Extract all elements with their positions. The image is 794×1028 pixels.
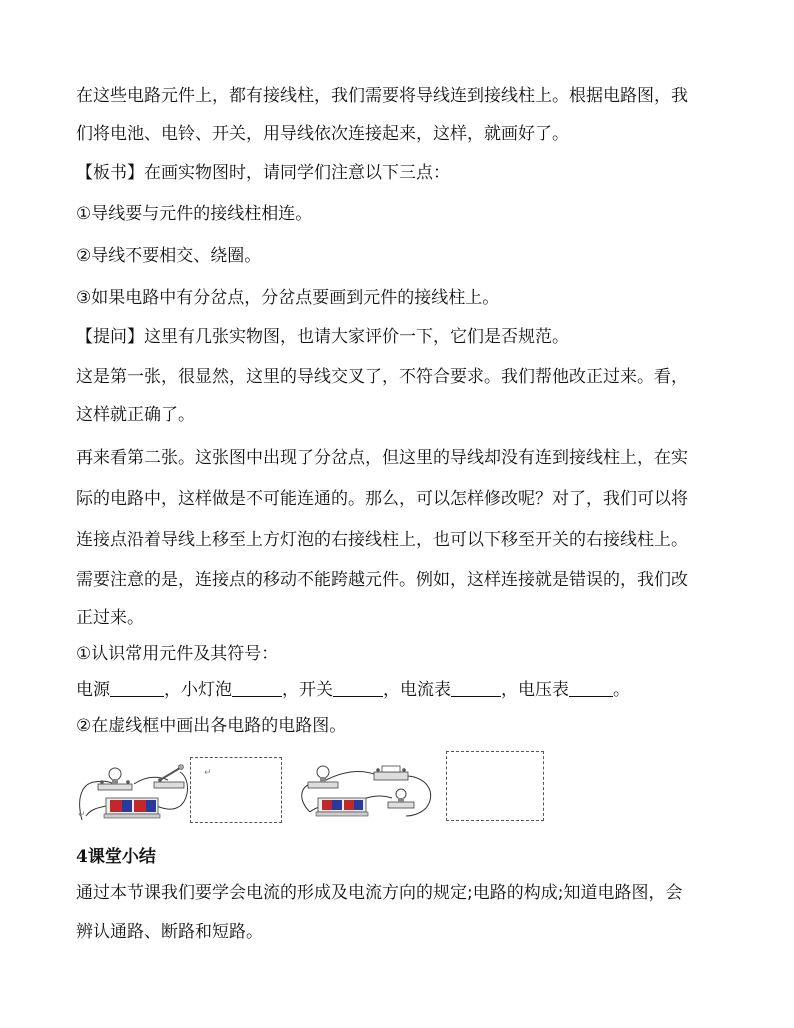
blank-bulb[interactable] xyxy=(232,678,282,697)
board-note-heading: 【板书】在画实物图时，请同学们注意以下三点： xyxy=(76,163,450,183)
blank-voltmeter[interactable] xyxy=(569,678,613,697)
line-end: 。 xyxy=(613,680,630,700)
blank-power[interactable] xyxy=(110,678,164,697)
answer-box-1[interactable] xyxy=(190,757,282,823)
paragraph-line: 再来看第二张。这张图中出现了分岔点，但这里的导线却没有连到接线柱上，在实 xyxy=(76,448,688,468)
rule-item-2: ②导线不要相交、绕圈。 xyxy=(76,246,262,266)
circuit-photo-1 xyxy=(76,758,192,824)
return-mark: ↵ xyxy=(204,768,212,778)
paragraph-line: 需要注意的是，连接点的移动不能跨越元件。例如，这样连接就是错误的，我们改 xyxy=(76,570,688,590)
paragraph-line: 在这些电路元件上，都有接线柱，我们需要将导线连到接线柱上。根据电路图，我 xyxy=(76,86,688,106)
label-power: 电源 xyxy=(76,680,110,700)
question-line: 【提问】这里有几张实物图，也请大家评价一下，它们是否规范。 xyxy=(76,327,569,347)
rule-item-1: ①导线要与元件的接线柱相连。 xyxy=(76,204,313,224)
exercise-item-1: ①认识常用元件及其符号： xyxy=(76,644,279,664)
blank-ammeter[interactable] xyxy=(451,678,501,697)
summary-line: 辨认通路、断路和短路。 xyxy=(76,922,263,942)
label-switch: ，开关 xyxy=(282,680,333,700)
battery-icon xyxy=(104,798,160,818)
section-title: 4课堂小结 xyxy=(76,847,156,867)
circuit-photo-2 xyxy=(296,760,438,822)
blank-switch[interactable] xyxy=(333,678,383,697)
paragraph-line: 这是第一张，很显然，这里的导线交叉了，不符合要求。我们帮他改正过来。看， xyxy=(76,367,688,387)
return-mark: ↵ xyxy=(78,810,86,820)
paragraph-line: 连接点沿着导线上移至上方灯泡的右接线柱上，也可以下移至开关的右接线柱上。 xyxy=(76,530,688,550)
bulb-icon xyxy=(98,768,132,790)
symbols-fill-line xyxy=(76,678,630,702)
switch-icon xyxy=(374,766,408,780)
rule-item-3: ③如果电路中有分岔点，分岔点要画到元件的接线柱上。 xyxy=(76,288,500,308)
label-ammeter: ，电流表 xyxy=(383,680,451,700)
paragraph-line: 际的电路中，这样做是不可能连通的。那么，可以怎样修改呢？对了，我们可以将 xyxy=(76,489,688,509)
exercise-item-2: ②在虚线框中画出各电路的电路图。 xyxy=(76,716,347,736)
bulb-icon xyxy=(388,789,414,808)
answer-box-2[interactable] xyxy=(446,751,544,821)
label-bulb: ，小灯泡 xyxy=(164,680,232,700)
paragraph-line: 正过来。 xyxy=(76,608,144,628)
paragraph-line: 这样就正确了。 xyxy=(76,405,195,425)
summary-line: 通过本节课我们要学会电流的形成及电流方向的规定;电路的构成;知道电路图，会 xyxy=(76,883,683,903)
switch-icon xyxy=(154,765,184,789)
paragraph-line: 们将电池、电铃、开关，用导线依次连接起来，这样，就画好了。 xyxy=(76,124,569,144)
battery-icon xyxy=(316,798,368,816)
label-voltmeter: ，电压表 xyxy=(501,680,569,700)
